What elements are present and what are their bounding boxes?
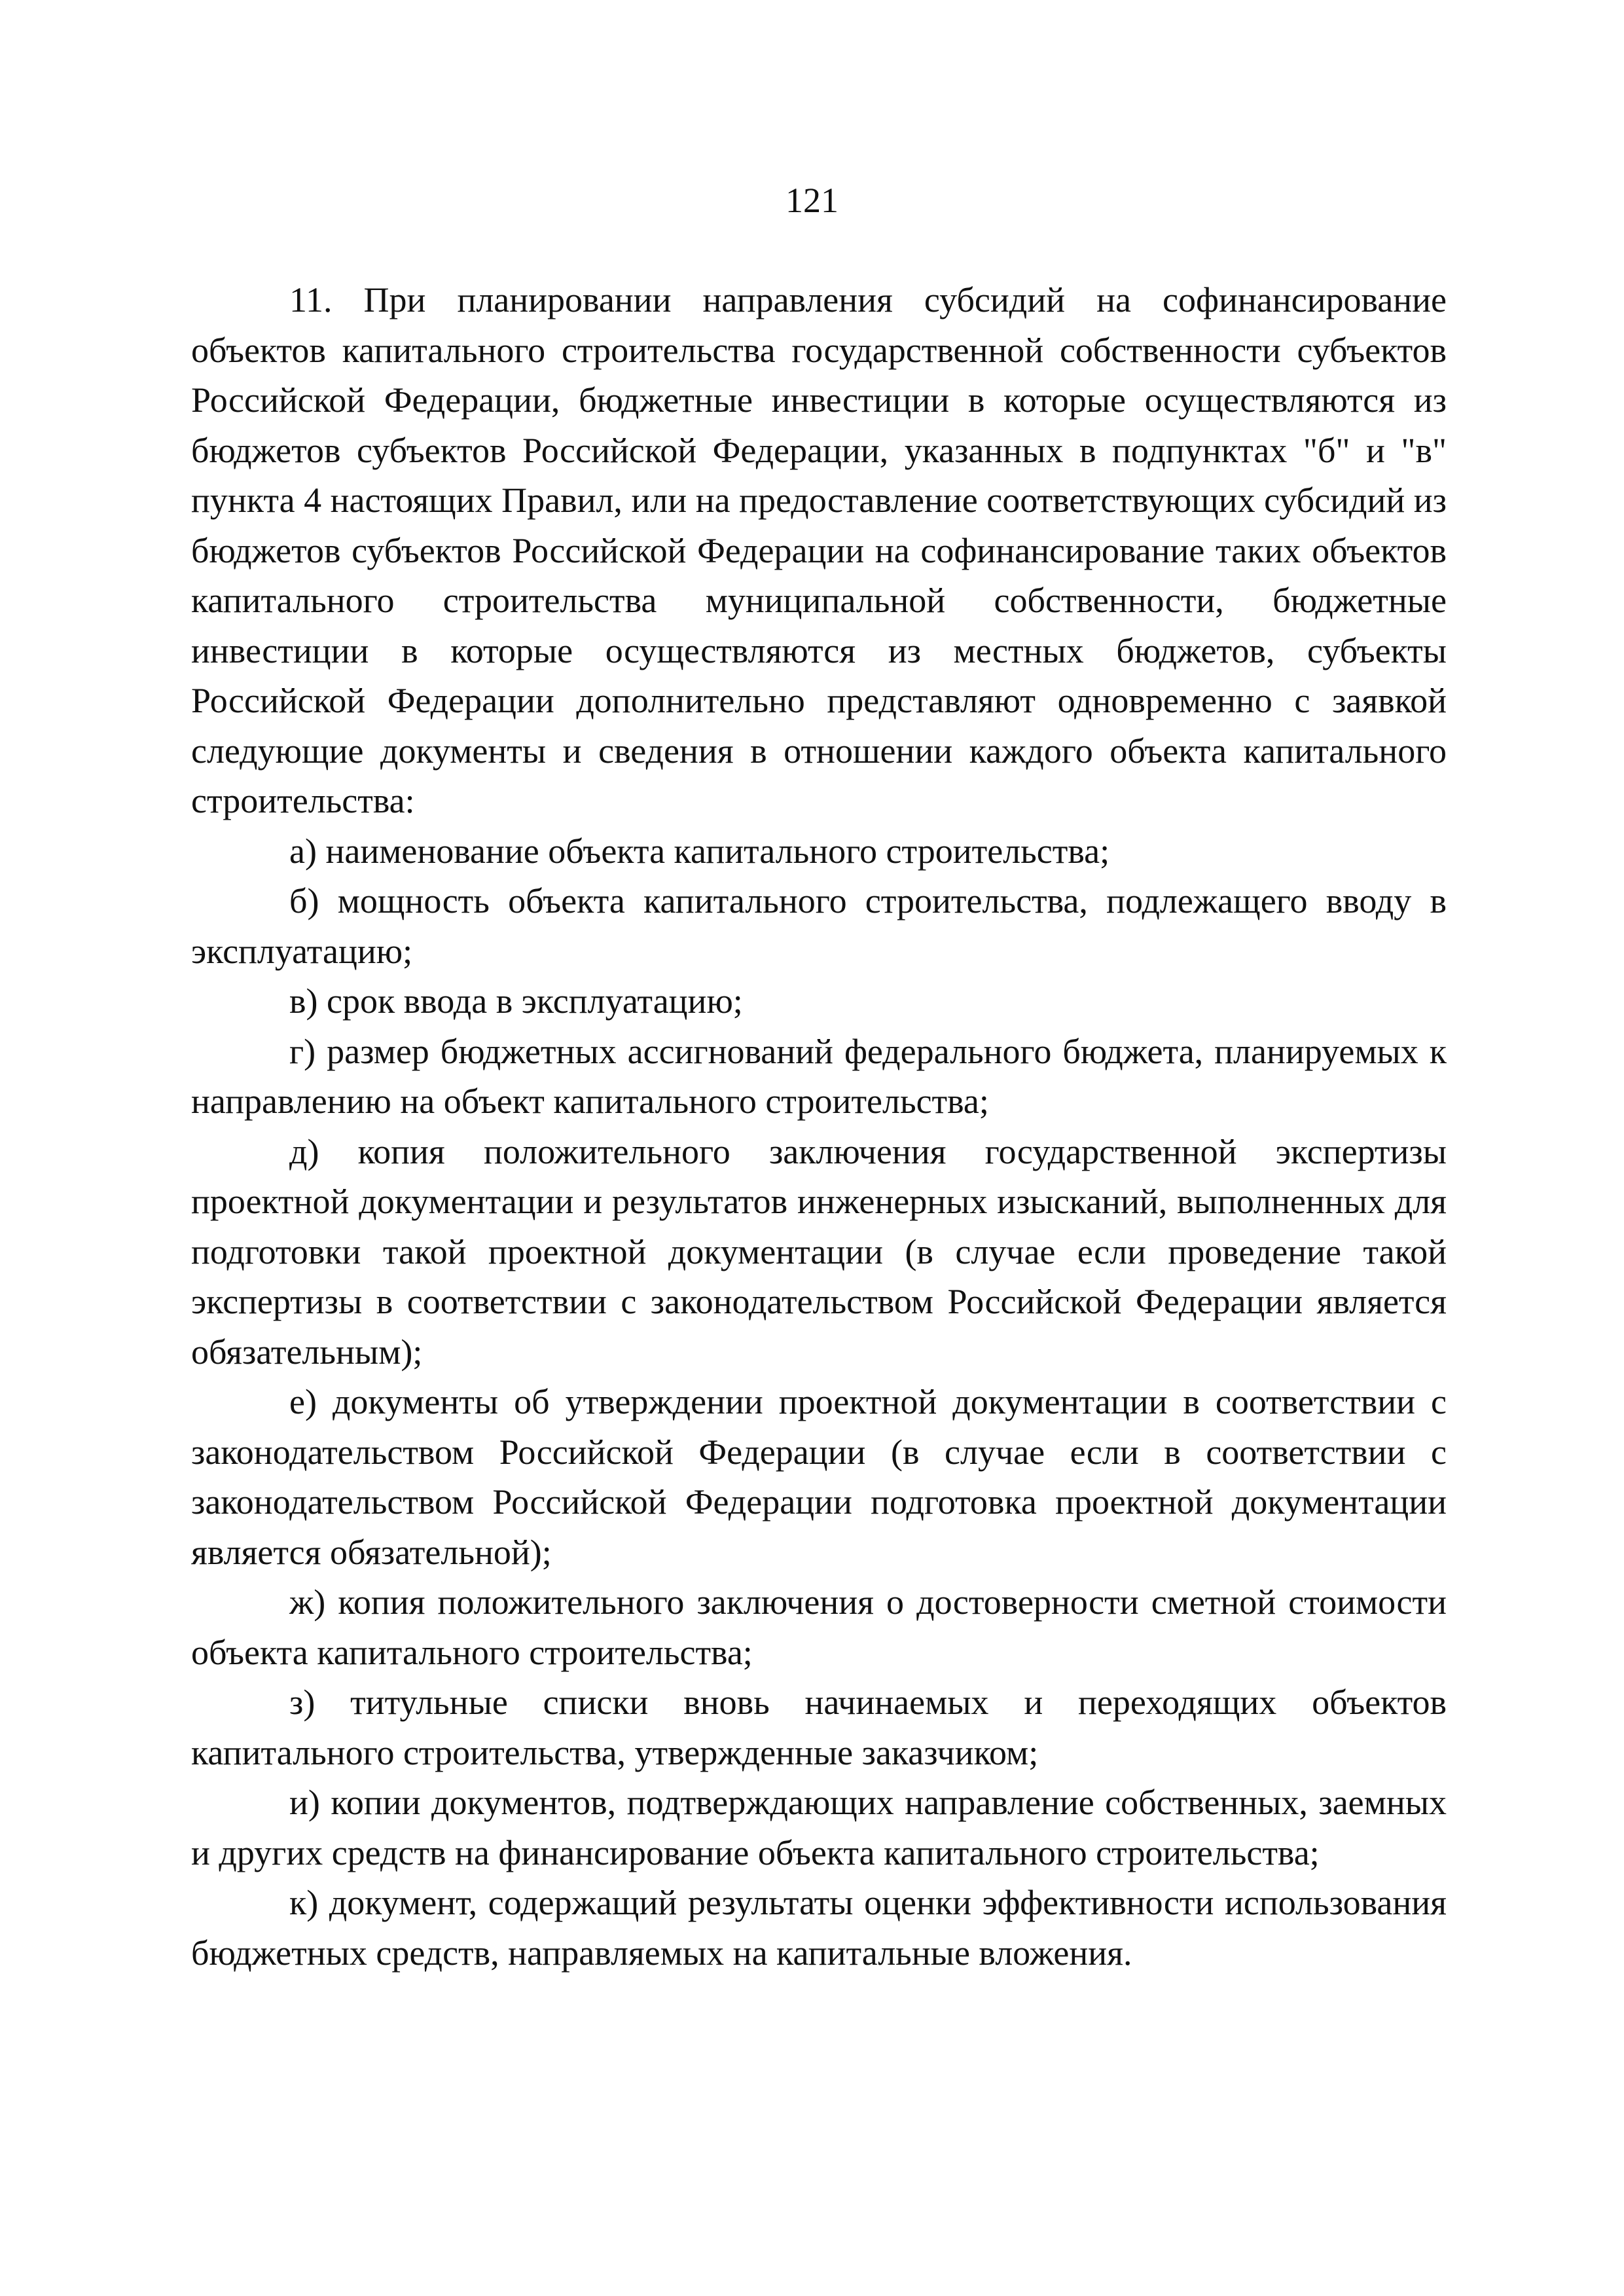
subitem-z: з) титульные списки вновь начинаемых и переходящих объектов капитального строительства, утвержденные заказчиком; [191, 1683, 1447, 1772]
document-body [191, 275, 1447, 1978]
subitem-d: д) копия положительного заключения государственной экспертизы проектной документации и результатов инженерных изысканий, выполненных для подготовки такой проектной документации (в случае если проведение такой экспертизы в соответствии с законодательством Российской Федерации является обязательным); [191, 1131, 1447, 1372]
page-number: 121 [785, 181, 839, 220]
subitem-a: а) наименование объекта капитального строительства; [289, 831, 1110, 871]
subitem-e: е) документы об утверждении проектной документации в соответствии с законодательством Российской Федерации (в случае если в соответствии с законодательством Российской Федерации подготовка проектной документации является обязательной); [191, 1382, 1447, 1572]
subitem-v: в) срок ввода в эксплуатацию; [289, 981, 743, 1021]
subitem-b: б) мощность объекта капитального строительства, подлежащего вводу в эксплуатацию; [191, 881, 1447, 971]
subitem-k: к) документ, содержащий результаты оценки эффективности использования бюджетных средств, направляемых на капитальные вложения. [191, 1883, 1447, 1973]
subitem-i: и) копии документов, подтверждающих направление собственных, заемных и других средств на финансирование объекта капитального строительства; [191, 1783, 1447, 1872]
subitem-g: г) размер бюджетных ассигнований федерального бюджета, планируемых к направлению на объект капитального строительства; [191, 1031, 1447, 1121]
paragraph-item-11: 11. При планировании направления субсидий на софинансирование объектов капитального строительства государственной собственности субъектов Российской Федерации, бюджетные инвестиции в которые осуществляются из бюджетов субъектов Российской Федерации, указанных в подпунктах "б" и "в" пункта 4 настоящих Правил, или на предоставление соответствующих субсидий из бюджетов субъектов Российской Федерации на софинансирование таких объектов капитального строительства муниципальной собственности, бюджетные инвестиции в которые осуществляются из местных бюджетов, субъекты Российской Федерации дополнительно представляют одновременно с заявкой следующие документы и сведения в отношении каждого объекта капитального строительства: [191, 280, 1447, 820]
subitem-zh: ж) копия положительного заключения о достоверности сметной стоимости объекта капитального строительства; [191, 1582, 1447, 1672]
